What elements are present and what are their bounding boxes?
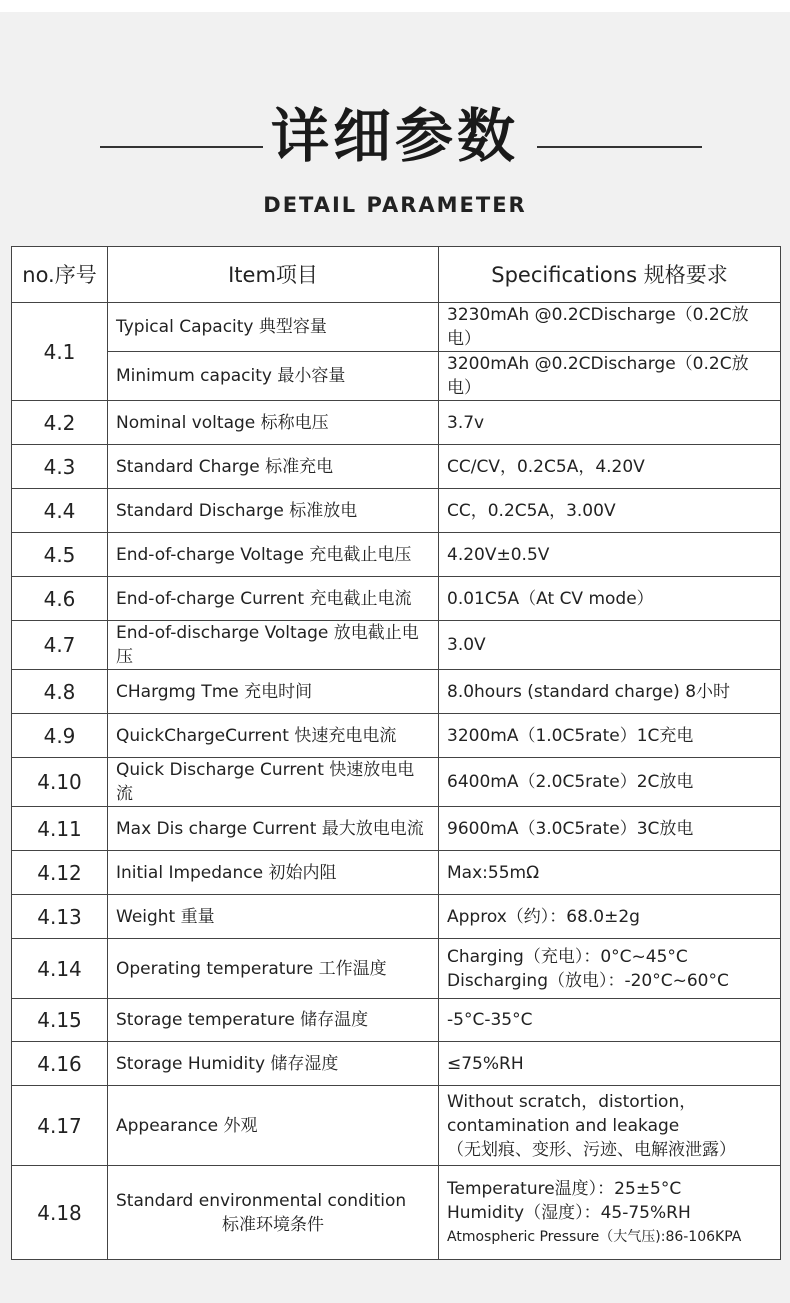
row-spec: -5°C-35°C — [439, 999, 781, 1042]
table-row — [12, 1166, 781, 1260]
table-row — [12, 895, 781, 939]
table-row — [12, 401, 781, 445]
row-number: 4.5 — [12, 533, 108, 577]
row-item: Minimum capacity 最小容量 — [108, 352, 439, 401]
spec-line: Without scratch，distortion， — [447, 1091, 697, 1112]
row-item: End-of-discharge Voltage 放电截止电压 — [108, 621, 439, 670]
row-item: Quick Discharge Current 快速放电电流 — [108, 758, 439, 807]
row-item: End-of-charge Current 充电截止电流 — [108, 577, 439, 621]
row-item: Storage Humidity 储存湿度 — [108, 1042, 439, 1086]
row-spec: 9600mA（3.0C5rate）3C放电 — [439, 807, 781, 851]
row-item: Initial Impedance 初始内阻 — [108, 851, 439, 895]
row-number: 4.1 — [12, 303, 108, 401]
row-spec: ≤75%RH — [439, 1042, 781, 1086]
row-spec — [439, 939, 781, 999]
table-row — [12, 1086, 781, 1166]
table-row — [12, 999, 781, 1042]
table-row — [12, 303, 781, 352]
item-line: Standard environmental condition — [116, 1190, 407, 1211]
row-number: 4.13 — [12, 895, 108, 939]
row-item: Storage temperature 储存温度 — [108, 999, 439, 1042]
row-number: 4.16 — [12, 1042, 108, 1086]
title-divider-right — [537, 146, 702, 148]
page-title: 详细参数 — [270, 102, 519, 170]
table-row — [12, 489, 781, 533]
spec-table — [11, 246, 781, 1260]
row-number: 4.15 — [12, 999, 108, 1042]
row-item: Operating temperature 工作温度 — [108, 939, 439, 999]
row-number: 4.6 — [12, 577, 108, 621]
header-item: Item项目 — [108, 247, 439, 303]
table-row — [12, 533, 781, 577]
row-number: 4.7 — [12, 621, 108, 670]
header-no: no.序号 — [12, 247, 108, 303]
page-subtitle: DETAIL PARAMETER — [263, 193, 527, 217]
row-item: QuickChargeCurrent 快速充电电流 — [108, 714, 439, 758]
row-spec: 4.20V±0.5V — [439, 533, 781, 577]
row-item: CHargmg Tme 充电时间 — [108, 670, 439, 714]
table-row — [12, 577, 781, 621]
row-number: 4.9 — [12, 714, 108, 758]
table-row — [12, 1042, 781, 1086]
spec-line: Temperature温度）：25±5°C — [447, 1178, 682, 1199]
row-spec: CC/CV，0.2C5A，4.20V — [439, 445, 781, 489]
row-number: 4.2 — [12, 401, 108, 445]
spec-line: Discharging（放电）：-20°C~60°C — [447, 970, 729, 991]
spec-line: （无划痕、变形、污迹、电解液泄露） — [447, 1139, 736, 1160]
spec-line: contamination and leakage — [447, 1115, 680, 1136]
row-number: 4.4 — [12, 489, 108, 533]
table-header-row — [12, 247, 781, 303]
row-spec: 3200mAh @0.2CDischarge（0.2C放电） — [439, 352, 781, 401]
row-spec: 3.7v — [439, 401, 781, 445]
row-item: Appearance 外观 — [108, 1086, 439, 1166]
row-spec: Approx（约）：68.0±2g — [439, 895, 781, 939]
row-item: Standard Discharge 标准放电 — [108, 489, 439, 533]
page-header — [0, 12, 790, 217]
row-spec: 8.0hours (standard charge) 8小时 — [439, 670, 781, 714]
row-item: Nominal voltage 标称电压 — [108, 401, 439, 445]
row-number: 4.12 — [12, 851, 108, 895]
spec-line: Humidity（湿度）：45-75%RH — [447, 1202, 691, 1223]
spec-line: Atmospheric Pressure（大气压):86-106KPA — [447, 1228, 742, 1245]
row-spec: 3.0V — [439, 621, 781, 670]
row-number: 4.18 — [12, 1166, 108, 1260]
table-row — [12, 939, 781, 999]
spec-line: Charging（充电）：0°C~45°C — [447, 946, 688, 967]
row-number: 4.8 — [12, 670, 108, 714]
row-spec: 0.01C5A（At CV mode） — [439, 577, 781, 621]
top-strip — [0, 0, 790, 12]
table-row — [12, 807, 781, 851]
row-number: 4.14 — [12, 939, 108, 999]
row-spec: CC，0.2C5A，3.00V — [439, 489, 781, 533]
row-spec — [439, 1166, 781, 1260]
row-spec — [439, 1086, 781, 1166]
row-spec: 3200mA（1.0C5rate）1C充电 — [439, 714, 781, 758]
row-item: Max Dis charge Current 最大放电电流 — [108, 807, 439, 851]
table-row — [12, 621, 781, 670]
row-item: Typical Capacity 典型容量 — [108, 303, 439, 352]
item-line: 标准环境条件 — [222, 1214, 324, 1235]
table-row — [12, 714, 781, 758]
row-spec: Max:55mΩ — [439, 851, 781, 895]
row-number: 4.11 — [12, 807, 108, 851]
table-row — [12, 352, 781, 401]
row-number: 4.3 — [12, 445, 108, 489]
row-spec: 3230mAh @0.2CDischarge（0.2C放电） — [439, 303, 781, 352]
row-spec: 6400mA（2.0C5rate）2C放电 — [439, 758, 781, 807]
table-row — [12, 851, 781, 895]
header-spec: Specifications 规格要求 — [439, 247, 781, 303]
table-row — [12, 670, 781, 714]
row-item — [108, 1166, 439, 1260]
row-item: Standard Charge 标准充电 — [108, 445, 439, 489]
row-number: 4.17 — [12, 1086, 108, 1166]
row-number: 4.10 — [12, 758, 108, 807]
table-row — [12, 445, 781, 489]
row-item: Weight 重量 — [108, 895, 439, 939]
table-row — [12, 758, 781, 807]
row-item: End-of-charge Voltage 充电截止电压 — [108, 533, 439, 577]
